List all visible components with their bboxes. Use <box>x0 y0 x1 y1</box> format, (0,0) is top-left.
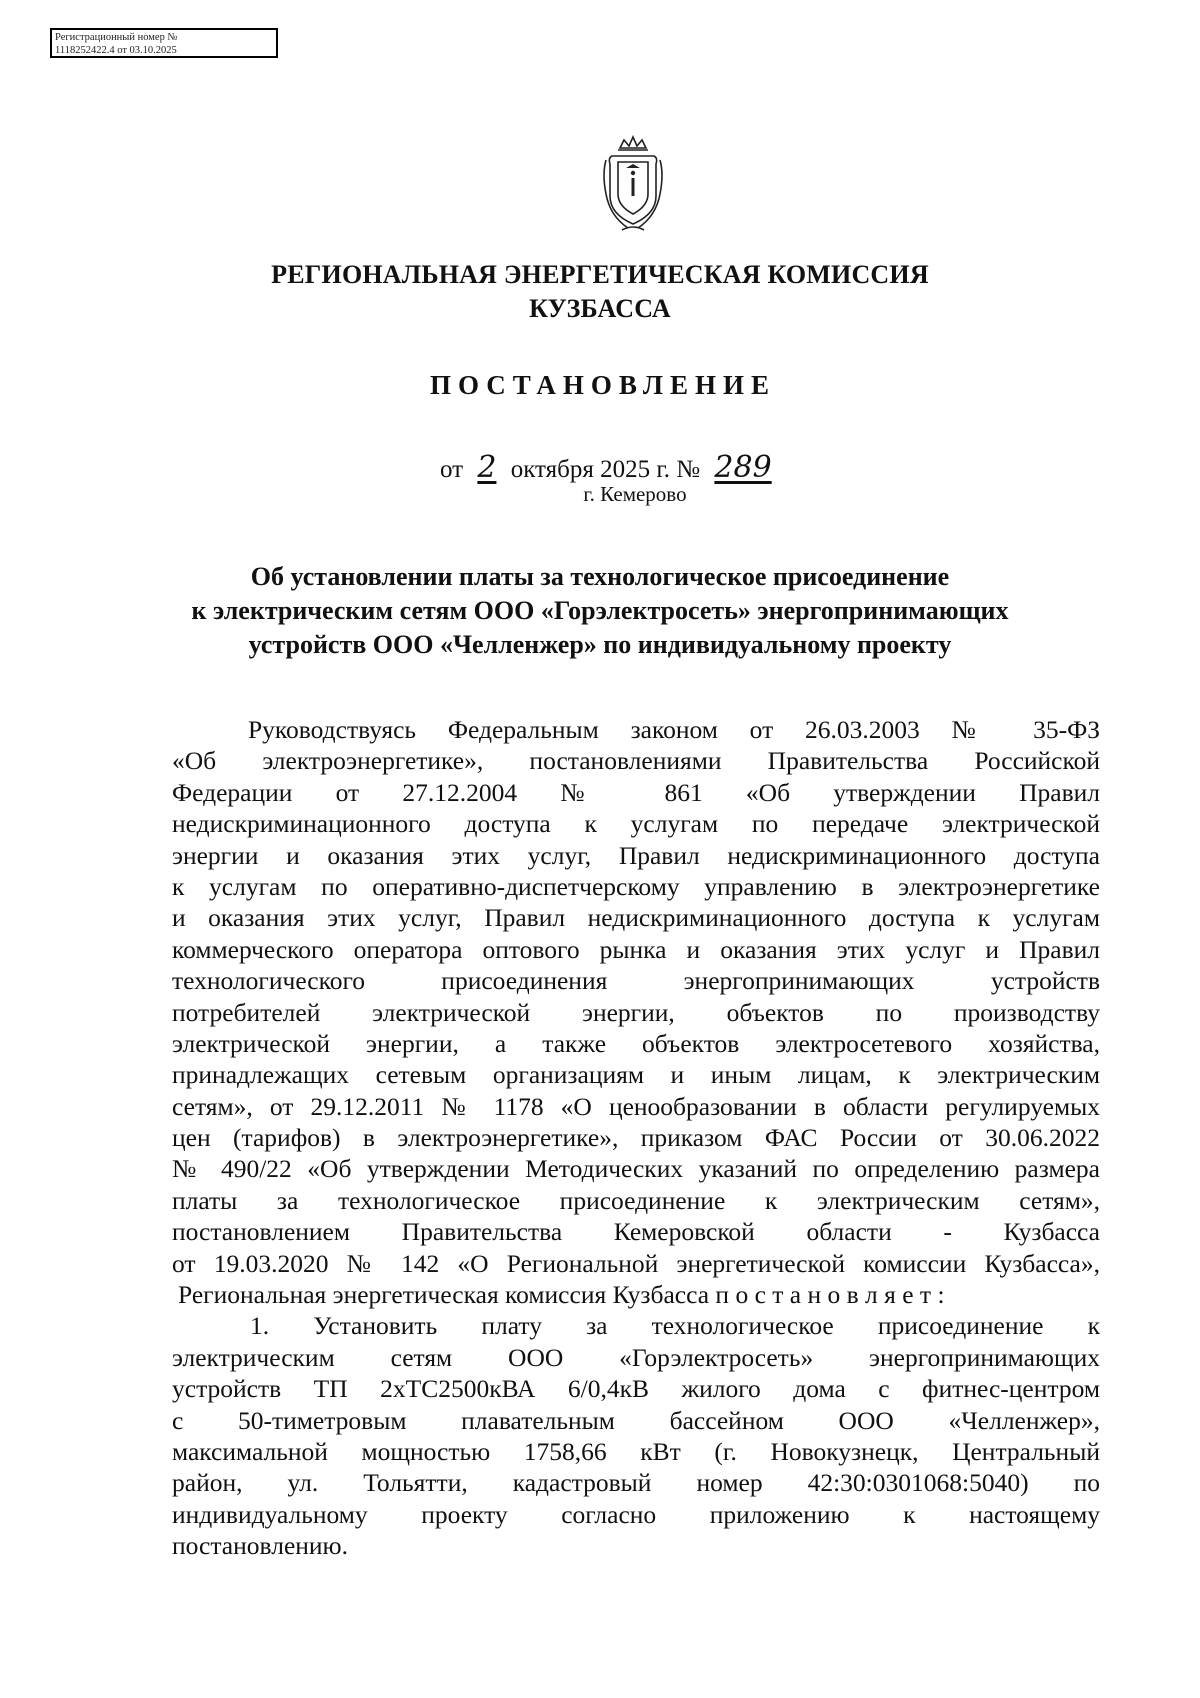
month-year: октября 2025 г. <box>510 456 671 483</box>
body-line: максимальной мощностью 1758,66 кВт (г. Новокузнецк, Центральный <box>172 1436 1100 1466</box>
subject-line-3: устройств ООО «Челленжер» по индивидуальному проекту <box>248 630 952 659</box>
city: г. Кемерово <box>583 482 687 506</box>
handwritten-day: 2 <box>477 450 497 485</box>
subject-line-2: к электрическим сетям ООО «Горэлектросеть» энергопринимающих <box>191 596 1009 625</box>
body-line: к услугам по оперативно-диспетчерскому управлению в электроэнергетике <box>172 871 1100 901</box>
body-line: платы за технологическое присоединение к электрическим сетям», <box>172 1185 1100 1215</box>
date-number-line <box>440 450 780 485</box>
body-line: с 50-тиметровым плавательным бассейном ООО «Челленжер», <box>172 1405 1100 1435</box>
date-from-label: от <box>440 456 464 483</box>
body-line: электрической энергии, а также объектов электросетевого хозяйства, <box>172 1028 1100 1058</box>
document-body <box>172 714 1100 1562</box>
body-line: недискриминационного доступа к услугам по передаче электрической <box>172 809 1100 839</box>
body-line: и оказания этих услуг, Правил недискриминационного доступа к услугам <box>172 903 1100 933</box>
body-line: энергии и оказания этих услуг, Правил недискриминационного доступа <box>172 840 1100 870</box>
body-line: Руководствуясь Федеральным законом от 26.03.2003 № 35-ФЗ <box>248 715 1100 744</box>
body-line: Федерации от 27.12.2004 № 861 «Об утверждении Правил <box>172 777 1100 807</box>
body-line: постановлением Правительства Кемеровской области - Кузбасса <box>172 1217 1100 1247</box>
body-line: № 490/22 «Об утверждении Методических указаний по определению размера <box>172 1154 1100 1184</box>
number-label: № <box>676 456 701 483</box>
coat-of-arms-icon <box>598 134 668 234</box>
document-type: ПОСТАНОВЛЕНИЕ <box>429 370 777 400</box>
body-line: устройств ТП 2хТС2500кВА 6/0,4кВ жилого дома с фитнес-центром <box>172 1374 1100 1404</box>
body-line: район, ул. Тольятти, кадастровый номер 42:30:0301068:5040) по <box>172 1468 1100 1498</box>
organization-name-line-1: РЕГИОНАЛЬНАЯ ЭНЕРГЕТИЧЕСКАЯ КОМИССИЯ <box>271 260 929 289</box>
handwritten-number: 289 <box>714 450 772 485</box>
body-line: электрическим сетям ООО «Горэлектросеть» энергопринимающих <box>172 1342 1100 1372</box>
registration-stamp <box>50 28 278 58</box>
body-line: потребителей электрической энергии, объектов по производству <box>172 997 1100 1027</box>
body-line: индивидуальному проекту согласно приложению к настоящему <box>172 1499 1100 1529</box>
body-line: постановлению. <box>172 1531 348 1561</box>
body-line: коммерческого оператора оптового рынка и оказания этих услуг и Правил <box>172 934 1100 964</box>
body-line: 1. Установить плату за технологическое присоединение к <box>250 1311 1100 1341</box>
body-line: «Об электроэнергетике», постановлениями Правительства Российской <box>172 746 1100 776</box>
body-line: цен (тарифов) в электроэнергетике», приказом ФАС России от 30.06.2022 <box>172 1123 1100 1153</box>
organization-name-line-2: КУЗБАССА <box>529 294 671 323</box>
subject-line-1: Об установлении платы за технологическое присоединение <box>250 562 950 591</box>
body-line: сетям», от 29.12.2011 № 1178 «О ценообразовании в области регулируемых <box>172 1091 1100 1121</box>
stamp-line-2: 1118252422.4 от 03.10.2025 <box>55 45 177 56</box>
body-line: Региональная энергетическая комиссия Кузбасса п о с т а н о в л я е т : <box>178 1280 945 1310</box>
body-line: принадлежащих сетевым организациям и иным лицам, к электрическим <box>172 1060 1100 1090</box>
body-line: технологического присоединения энергопринимающих устройств <box>172 966 1100 996</box>
stamp-line-1: Регистрационный номер № <box>55 32 178 43</box>
body-line: от 19.03.2020 № 142 «О Региональной энергетической комиссии Кузбасса», <box>172 1248 1100 1278</box>
